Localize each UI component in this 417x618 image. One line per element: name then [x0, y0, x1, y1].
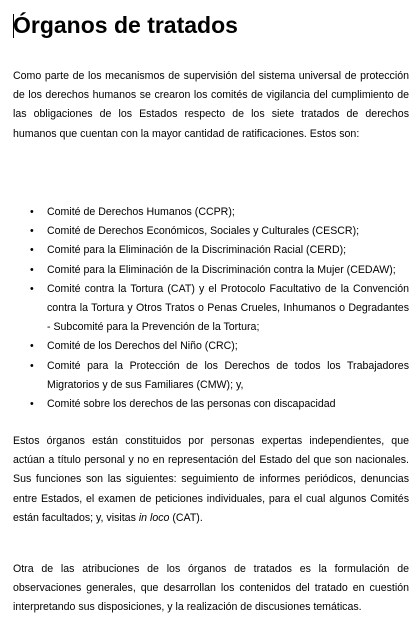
list-item-text: Comité de Derechos Económicos, Sociales y Culturales (CESCR);: [47, 225, 360, 238]
page-title: Órganos de tratados: [13, 12, 238, 38]
bullet-icon: •: [30, 359, 34, 372]
list-item: [13, 337, 409, 356]
list-item-text: Comité para la Eliminación de la Discriminación Racial (CERD);: [47, 244, 347, 257]
bullet-icon: •: [30, 340, 34, 353]
other-attributions-paragraph: Otra de las atribuciones de los órganos de tratados es la formulación de observaciones generales, que desarrollan los contenidos del tratado en cuestión interpretando sus disposiciones, y la realización de discusiones temáticas.: [13, 563, 409, 614]
list-item: [13, 261, 409, 280]
functions-italic-text: in loco: [138, 511, 170, 524]
list-item: [13, 222, 409, 241]
list-item: [13, 395, 409, 414]
list-item: [13, 203, 409, 222]
list-item-text: Comité de Derechos Humanos (CCPR);: [47, 206, 235, 218]
list-item-text: Comité sobre los derechos de las personas con discapacidad: [47, 398, 336, 411]
functions-paragraph: [13, 432, 409, 528]
list-item-text: Comité de los Derechos del Niño (CRC);: [47, 340, 238, 353]
bullet-icon: •: [30, 398, 34, 411]
functions-text: Estos órganos están constituidos por personas expertas independientes, que actúan a título personal y no en representación del Estado del que son nacionales. Sus funciones son las siguientes: seguimiento de informes periódicos, denuncias entre Estados, el examen de peticiones individuales, para el cual algunos Comités están facultados; y, visitas: [13, 435, 409, 524]
intro-paragraph: Como parte de los mecanismos de supervisión del sistema universal de protección de los derechos humanos se crearon los comités de vigilancia del cumplimiento de las obligaciones de los Estados respecto de los siete tratados de derechos humanos que cuentan con la mayor cantidad de ratificaciones. Estos son:: [13, 70, 409, 140]
list-item: [13, 357, 409, 395]
bullet-icon: •: [30, 282, 34, 295]
bullet-icon: •: [30, 225, 34, 238]
list-item-text: Comité contra la Tortura (CAT) y el Protocolo Facultativo de la Convención contra la Tortura y Otros Tratos o Penas Crueles, Inhumanos o Degradantes - Subcomité para la Prevención de la Tortura;: [47, 282, 409, 334]
bullet-icon: •: [30, 206, 34, 218]
list-item: [13, 241, 409, 260]
bullet-icon: •: [30, 263, 34, 276]
functions-text-end: (CAT).: [169, 511, 203, 524]
list-item: [13, 280, 409, 338]
committees-list: [13, 203, 409, 414]
bullet-icon: •: [30, 244, 34, 257]
list-item-text: Comité para la Eliminación de la Discriminación contra la Mujer (CEDAW);: [47, 263, 396, 276]
list-item-text: Comité para la Protección de los Derechos de todos los Trabajadores Migratorios y de sus Familiares (CMW); y,: [47, 359, 409, 391]
